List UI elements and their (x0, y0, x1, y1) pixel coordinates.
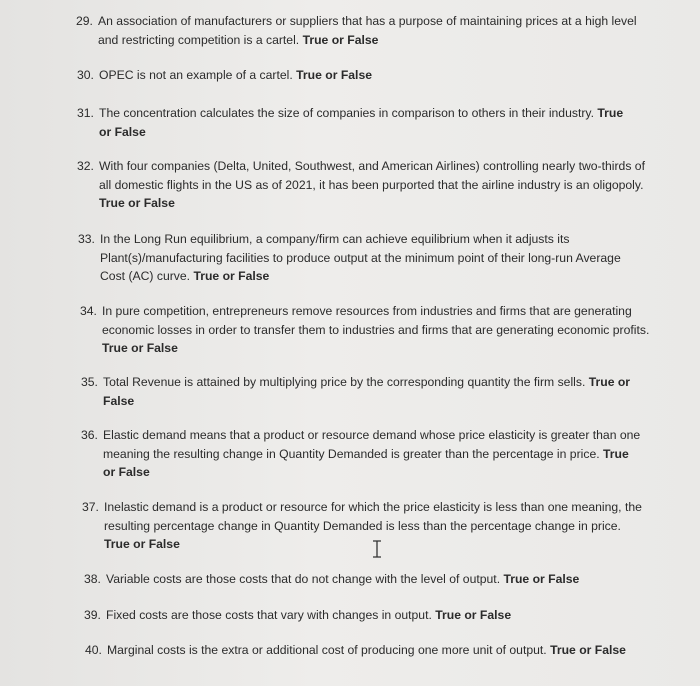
question-number: 32. (77, 159, 94, 173)
question-29 (76, 12, 656, 49)
question-text: In pure competition, entrepreneurs remove resources from industries and firms that are generating economic losses in order to transfer them to industries and firms that are generating economic profits. (102, 304, 650, 337)
question-text: With four companies (Delta, United, Southwest, and American Airlines) controlling nearly two-thirds of all domestic flights in the US as of 2021, it has been purported that the airline industry is an oligopoly. (99, 159, 645, 192)
question-36 (81, 426, 641, 482)
true-false-label: True or False (550, 643, 626, 657)
question-text: Variable costs are those costs that do not change with the level of output. (106, 572, 501, 586)
question-text: In the Long Run equilibrium, a company/firm can achieve equilibrium when it adjusts its Plant(s)/manufacturing facilities to produce output at the minimum point of their long-run Average Cost (AC) curve. (100, 232, 621, 283)
question-number: 30. (77, 68, 94, 82)
question-text: Fixed costs are those costs that vary with changes in output. (106, 608, 432, 622)
text-cursor-icon (372, 540, 382, 558)
question-text: Marginal costs is the extra or additional cost of producing one more unit of output. (107, 643, 547, 657)
question-number: 29. (76, 14, 93, 28)
true-false-label: True or False (302, 32, 379, 47)
question-number: 35. (81, 375, 98, 389)
true-false-label: True or False (435, 608, 512, 622)
question-34 (80, 302, 655, 358)
question-text: OPEC is not an example of a cartel. (99, 68, 293, 82)
question-38 (84, 570, 644, 589)
question-31 (77, 104, 637, 141)
question-39 (84, 606, 644, 625)
question-33 (78, 230, 633, 286)
true-false-label: True or False (103, 446, 629, 479)
true-false-label: True or False (503, 572, 580, 586)
question-40 (85, 641, 630, 660)
true-false-label: True or False (296, 68, 373, 82)
true-false-label: True or False (103, 375, 631, 408)
true-false-label: True or False (102, 341, 178, 355)
true-false-label: True or False (193, 269, 270, 283)
question-text: Inelastic demand is a product or resource for which the price elasticity is less than one meaning, the resulting percentage change in Quantity Demanded is less than the percentage change in price. (104, 500, 642, 533)
true-false-label: True or False (104, 537, 180, 551)
question-text: The concentration calculates the size of companies in comparison to others in their industry. (99, 106, 594, 120)
question-number: 36. (81, 428, 98, 442)
question-text: Total Revenue is attained by multiplying price by the corresponding quantity the firm sells. (103, 375, 586, 389)
question-text: Elastic demand means that a product or resource demand whose price elasticity is greater than one meaning the resulting change in Quantity Demanded is greater than the percentage in price. (103, 428, 641, 461)
question-number: 38. (84, 572, 101, 586)
question-32 (77, 157, 657, 213)
question-number: 40. (85, 643, 102, 657)
true-false-label: True or False (99, 106, 624, 139)
true-false-label: True or False (99, 196, 175, 210)
question-number: 31. (77, 106, 94, 120)
question-number: 37. (82, 500, 99, 514)
question-30 (77, 66, 657, 85)
question-number: 39. (84, 608, 101, 622)
question-35 (81, 373, 641, 410)
question-number: 34. (80, 304, 97, 318)
question-37 (82, 498, 642, 554)
question-number: 33. (78, 232, 95, 246)
question-text: An association of manufacturers or suppliers that has a purpose of maintaining prices at a high level and restricting competition is a cartel. (98, 14, 637, 47)
